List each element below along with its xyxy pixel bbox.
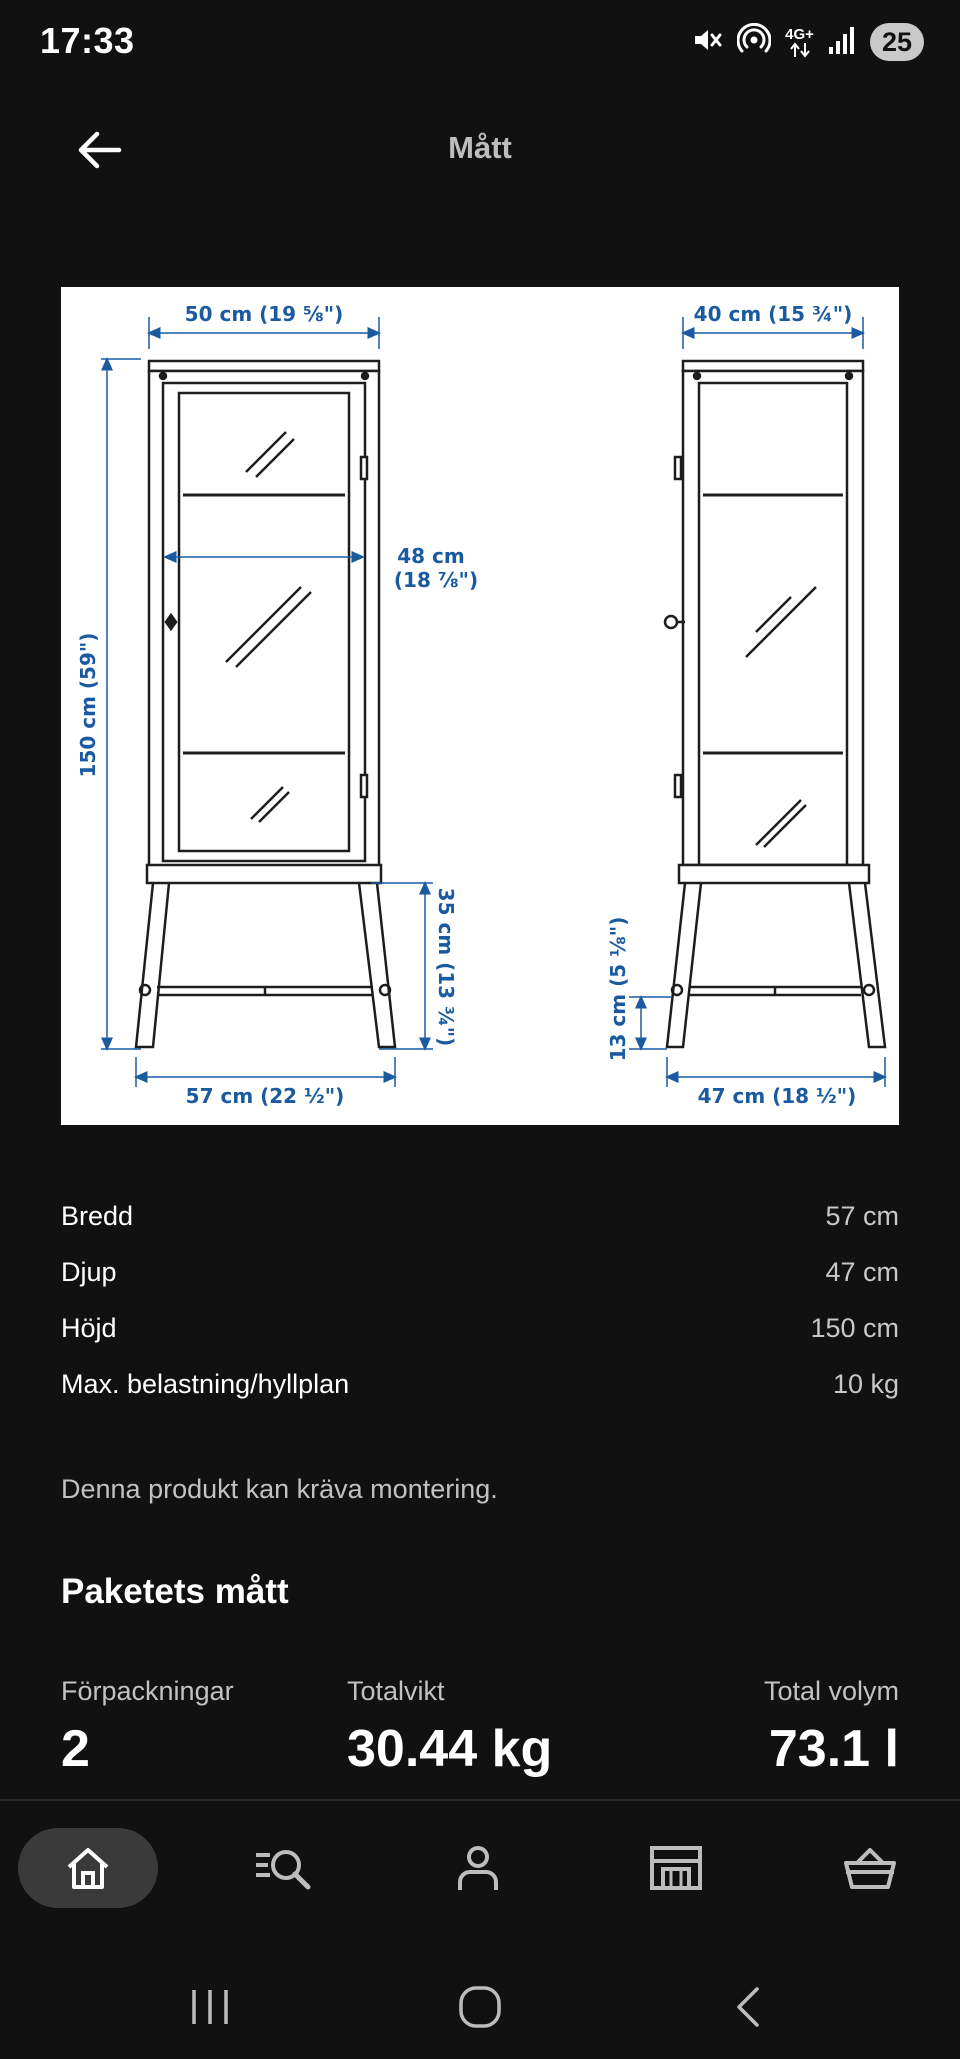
chevron-left-icon [733,1985,763,2029]
spec-row-max-load [61,1356,899,1412]
recent-apps-button[interactable] [170,1974,250,2040]
signal-icon [828,25,856,60]
package-count [61,1676,234,1779]
spec-value: 10 kg [832,1368,899,1399]
side-view [665,361,885,1047]
spec-label: Höjd [61,1312,117,1343]
nav-store[interactable] [628,1828,724,1908]
person-icon [455,1844,501,1892]
spec-label: Max. belastning/hyllplan [61,1368,350,1399]
status-icons [691,22,924,62]
mute-icon [691,24,723,61]
label-inner-width-in: (18 ⅞") [393,568,479,592]
spec-label: Bredd [61,1200,134,1231]
package-volume-value: 73.1 l [768,1720,899,1778]
spec-value: 57 cm [825,1200,899,1231]
label-bottom-depth: 47 cm (18 ½") [697,1084,857,1108]
nav-profile[interactable] [430,1828,526,1908]
spec-label: Djup [61,1256,117,1287]
back-system-button[interactable] [708,1974,788,2040]
spec-row-height [61,1300,899,1356]
nav-search[interactable] [236,1828,332,1908]
package-section-title: Paketets mått [61,1572,289,1611]
spec-row-depth [61,1244,899,1300]
home-circle-icon [457,1984,503,2030]
cabinet-drawing [61,287,899,1125]
nav-cart[interactable] [822,1828,918,1908]
assembly-note: Denna produkt kan kräva montering. [61,1474,498,1504]
system-nav [0,1960,960,2059]
status-time: 17:33 [40,20,135,61]
header [0,100,960,196]
data-arrows-icon [789,42,811,58]
home-system-button[interactable] [440,1974,520,2040]
label-front-top-width: 50 cm (19 ⅝") [184,302,344,326]
label-side-top-depth: 40 cm (15 ¾") [693,302,853,326]
network-indicator [785,27,814,58]
status-bar [0,0,960,84]
store-icon [649,1845,703,1891]
recent-apps-icon [188,1987,232,2027]
package-volume-label: Total volym [763,1676,899,1706]
dimension-diagram [61,287,899,1125]
package-volume [764,1676,899,1779]
hotspot-icon [737,23,771,62]
page-title: Mått [448,130,512,165]
label-height: 150 cm (59") [76,632,100,778]
label-bottom-width: 57 cm (22 ½") [185,1084,345,1108]
label-inner-width-cm: 48 cm [397,544,465,568]
search-list-icon [254,1845,314,1891]
nav-home[interactable] [18,1828,158,1908]
package-weight-value: 30.44 kg [347,1720,553,1778]
label-foot-height: 13 cm (5 ⅛") [606,916,630,1062]
spec-list [61,1188,899,1412]
front-view [136,361,395,1047]
battery-badge: 25 [870,23,924,61]
bottom-nav [0,1801,960,1939]
basket-icon [843,1845,897,1891]
package-count-value: 2 [61,1720,90,1778]
spec-row-width [61,1188,899,1244]
label-leg-height: 35 cm (13 ¾") [434,887,458,1047]
spec-value: 150 cm [810,1312,899,1343]
network-type: 4G+ [785,25,814,43]
package-weight [347,1676,552,1779]
package-count-label: Förpackningar [61,1676,234,1706]
package-stats [61,1676,899,1786]
spec-value: 47 cm [825,1256,899,1287]
package-weight-label: Totalvikt [347,1676,445,1706]
home-icon [64,1845,112,1891]
